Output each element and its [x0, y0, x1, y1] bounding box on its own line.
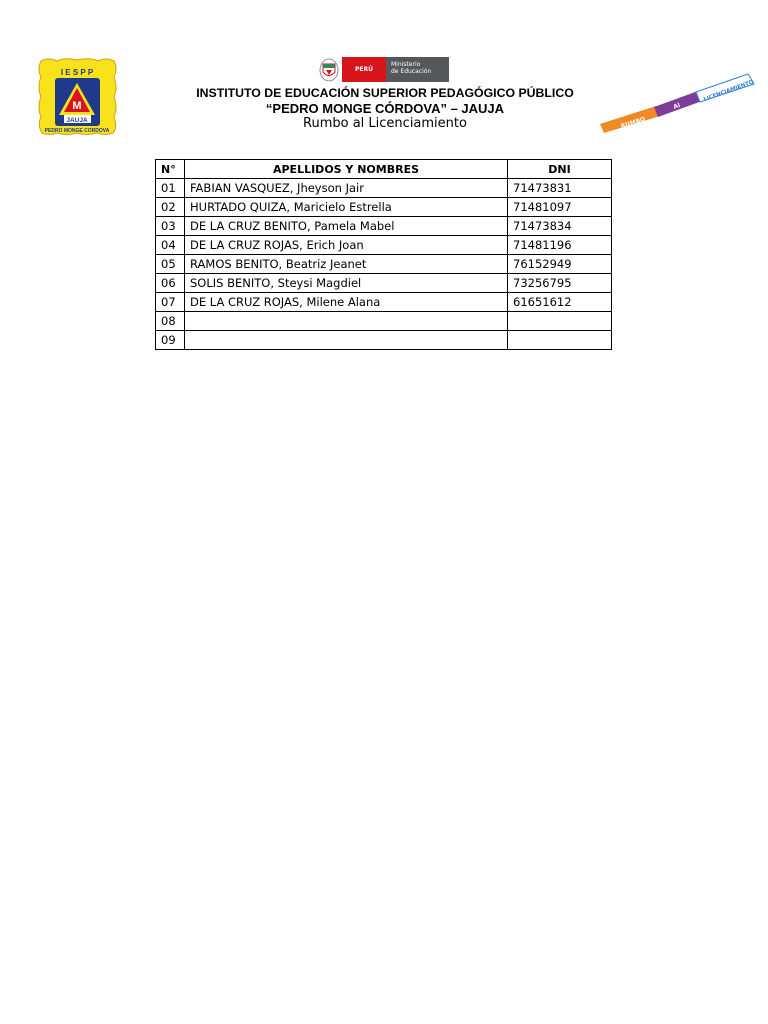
peru-label: PERÚ	[342, 57, 386, 82]
table-row	[156, 293, 612, 312]
table-row	[156, 274, 612, 293]
svg-text:PEDRO MONGE CORDOVA: PEDRO MONGE CORDOVA	[44, 128, 110, 134]
licensing-ribbon	[598, 72, 758, 134]
institute-logo	[37, 57, 118, 136]
row-dni: 73256795	[508, 274, 612, 293]
header-name: APELLIDOS Y NOMBRES	[185, 160, 508, 179]
row-num: 02	[156, 198, 185, 217]
institute-subtitle: “PEDRO MONGE CÓRDOVA” – JAUJA	[265, 101, 505, 116]
header-dni: DNI	[508, 160, 612, 179]
ministry-line-2: de Educación	[391, 68, 432, 75]
table-row	[156, 255, 612, 274]
table-row	[156, 331, 612, 350]
row-num: 06	[156, 274, 185, 293]
svg-text:M: M	[72, 100, 82, 112]
row-name: SOLIS BENITO, Steysi Magdiel	[185, 274, 508, 293]
row-name: RAMOS BENITO, Beatriz Jeanet	[185, 255, 508, 274]
row-dni: 71473831	[508, 179, 612, 198]
table-row	[156, 179, 612, 198]
row-dni: 71481196	[508, 236, 612, 255]
table-row	[156, 198, 612, 217]
ribbon-word-3: LICENCIAMIENTO	[703, 79, 755, 104]
ribbon-word-1: RUMBO	[620, 115, 647, 131]
row-num: 01	[156, 179, 185, 198]
table-row	[156, 312, 612, 331]
row-name: FABIAN VASQUEZ, Jheyson Jair	[185, 179, 508, 198]
row-num: 08	[156, 312, 185, 331]
row-num: 04	[156, 236, 185, 255]
row-num: 03	[156, 217, 185, 236]
row-name	[185, 312, 508, 331]
institute-name: INSTITUTO DE EDUCACIÓN SUPERIOR PEDAGÓGICO PÚBLICO	[196, 86, 574, 100]
row-name: DE LA CRUZ BENITO, Pamela Mabel	[185, 217, 508, 236]
header-num: N°	[156, 160, 185, 179]
row-num: 07	[156, 293, 185, 312]
row-dni: 71473834	[508, 217, 612, 236]
student-table	[155, 159, 612, 350]
table-row	[156, 236, 612, 255]
coat-of-arms-icon	[318, 56, 340, 83]
institute-slogan: Rumbo al Licenciamiento	[303, 116, 467, 131]
row-name: DE LA CRUZ ROJAS, Erich Joan	[185, 236, 508, 255]
svg-text:I E S P P: I E S P P	[60, 68, 94, 77]
document-header	[160, 86, 610, 132]
row-dni	[508, 312, 612, 331]
ministry-label	[386, 57, 449, 82]
row-dni: 76152949	[508, 255, 612, 274]
row-dni: 61651612	[508, 293, 612, 312]
table-row	[156, 217, 612, 236]
row-dni	[508, 331, 612, 350]
row-name	[185, 331, 508, 350]
table-header-row	[156, 160, 612, 179]
ribbon-word-2: Al	[672, 101, 682, 111]
ministry-line-1: Ministerio	[391, 61, 421, 68]
row-name: HURTADO QUIZA, Maricielo Estrella	[185, 198, 508, 217]
row-dni: 71481097	[508, 198, 612, 217]
ministry-logo	[318, 56, 449, 83]
logo-jauja-text: JAUJA	[66, 117, 88, 124]
row-name: DE LA CRUZ ROJAS, Milene Alana	[185, 293, 508, 312]
row-num: 05	[156, 255, 185, 274]
row-num: 09	[156, 331, 185, 350]
